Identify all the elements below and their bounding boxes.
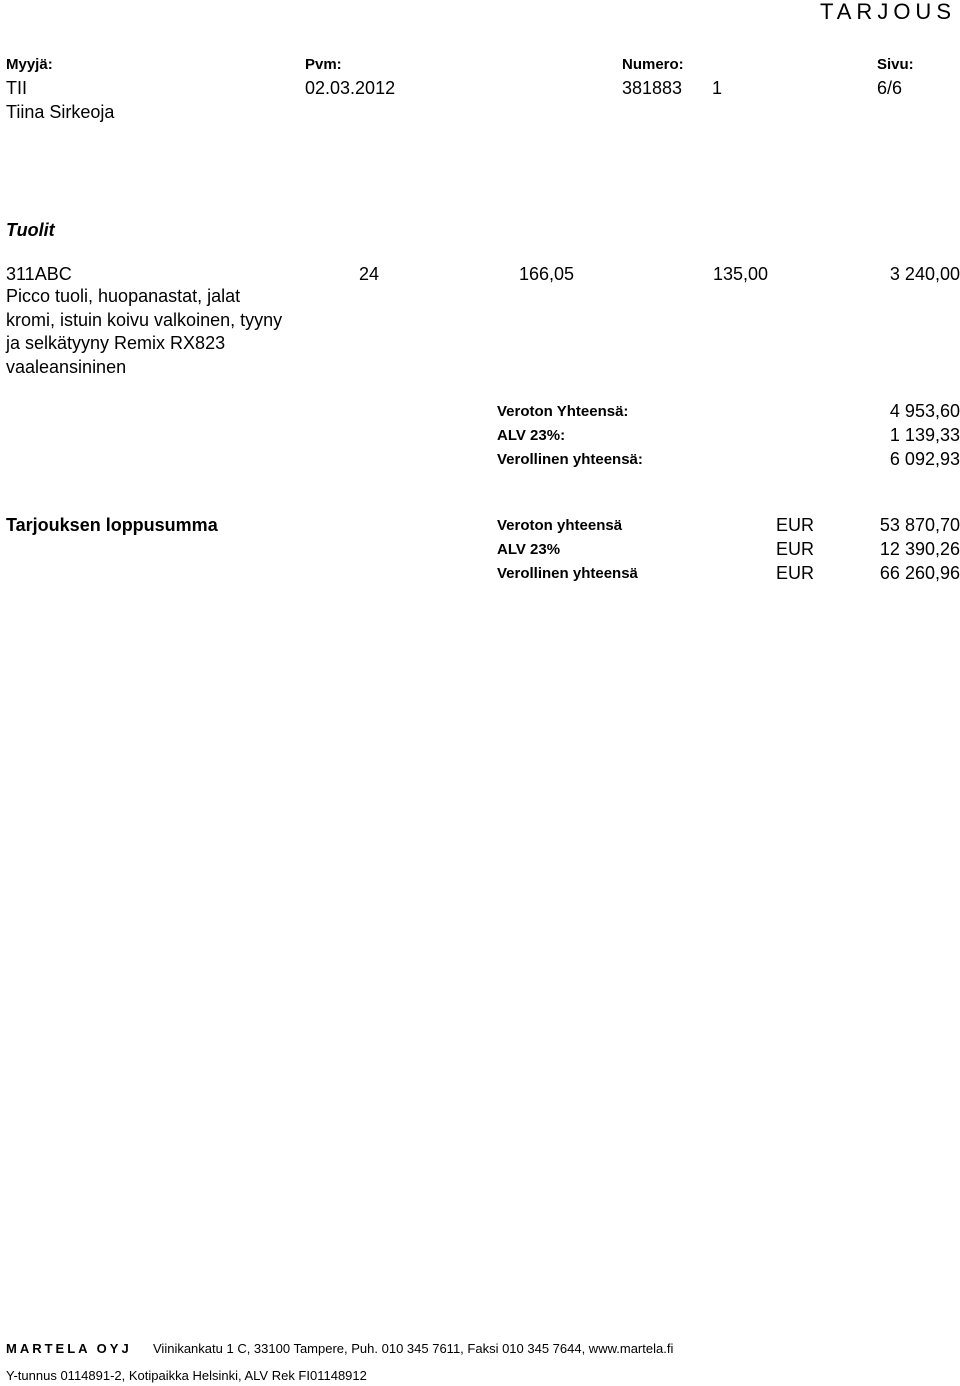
subtotal-net-value: 4 953,60 — [889, 401, 960, 421]
item-list-price: 166,05 — [518, 264, 574, 284]
grand-total-heading: Tarjouksen loppusumma — [6, 515, 218, 535]
grand-vat-value: 12 390,26 — [879, 539, 960, 559]
item-total: 3 240,00 — [889, 264, 960, 284]
page-label: Sivu: — [877, 56, 914, 73]
grand-net-value: 53 870,70 — [879, 515, 960, 535]
item-unit-price: 135,00 — [712, 264, 768, 284]
subtotal-vat-label: ALV 23%: — [497, 427, 566, 444]
grand-vat-label: ALV 23% — [497, 541, 561, 558]
subtotal-vat-value: 1 139,33 — [889, 425, 960, 445]
seller-code: TII — [6, 78, 27, 98]
subtotal-gross-label: Verollinen yhteensä: — [497, 451, 643, 468]
subtotal-gross-value: 6 092,93 — [889, 449, 960, 469]
section-title: Tuolit — [6, 220, 55, 240]
grand-gross-value: 66 260,96 — [879, 563, 960, 583]
footer-company: MARTELA OYJ — [6, 1341, 132, 1356]
document-title: TARJOUS — [819, 0, 956, 24]
seller-label: Myyjä: — [6, 56, 53, 73]
grand-gross-label: Verollinen yhteensä — [497, 565, 638, 582]
subtotal-net-label: Veroton Yhteensä: — [497, 403, 629, 420]
seller-name: Tiina Sirkeoja — [6, 102, 115, 122]
grand-vat-currency: EUR — [776, 539, 815, 559]
footer-registration: Y-tunnus 0114891-2, Kotipaikka Helsinki, ALV Rek FI01148912 — [6, 1368, 367, 1383]
number-label: Numero: — [622, 56, 684, 73]
footer-address: Viinikankatu 1 C, 33100 Tampere, Puh. 010 345 7611, Faksi 010 345 7644, www.martela.fi — [153, 1341, 674, 1356]
number-value: 381883 — [622, 78, 683, 98]
grand-gross-currency: EUR — [776, 563, 815, 583]
date-label: Pvm: — [305, 56, 342, 73]
grand-net-label: Veroton yhteensä — [497, 517, 623, 534]
date-value: 02.03.2012 — [305, 78, 396, 98]
number-suffix: 1 — [712, 78, 723, 98]
page-value: 6/6 — [877, 78, 903, 98]
item-quantity: 24 — [359, 264, 380, 284]
item-code: 311ABC — [6, 264, 72, 284]
grand-net-currency: EUR — [776, 515, 815, 535]
item-description: Picco tuoli, huopanastat, jalat kromi, istuin koivu valkoinen, tyyny ja selkätyyny Remix RX823 vaaleansininen — [6, 286, 283, 377]
